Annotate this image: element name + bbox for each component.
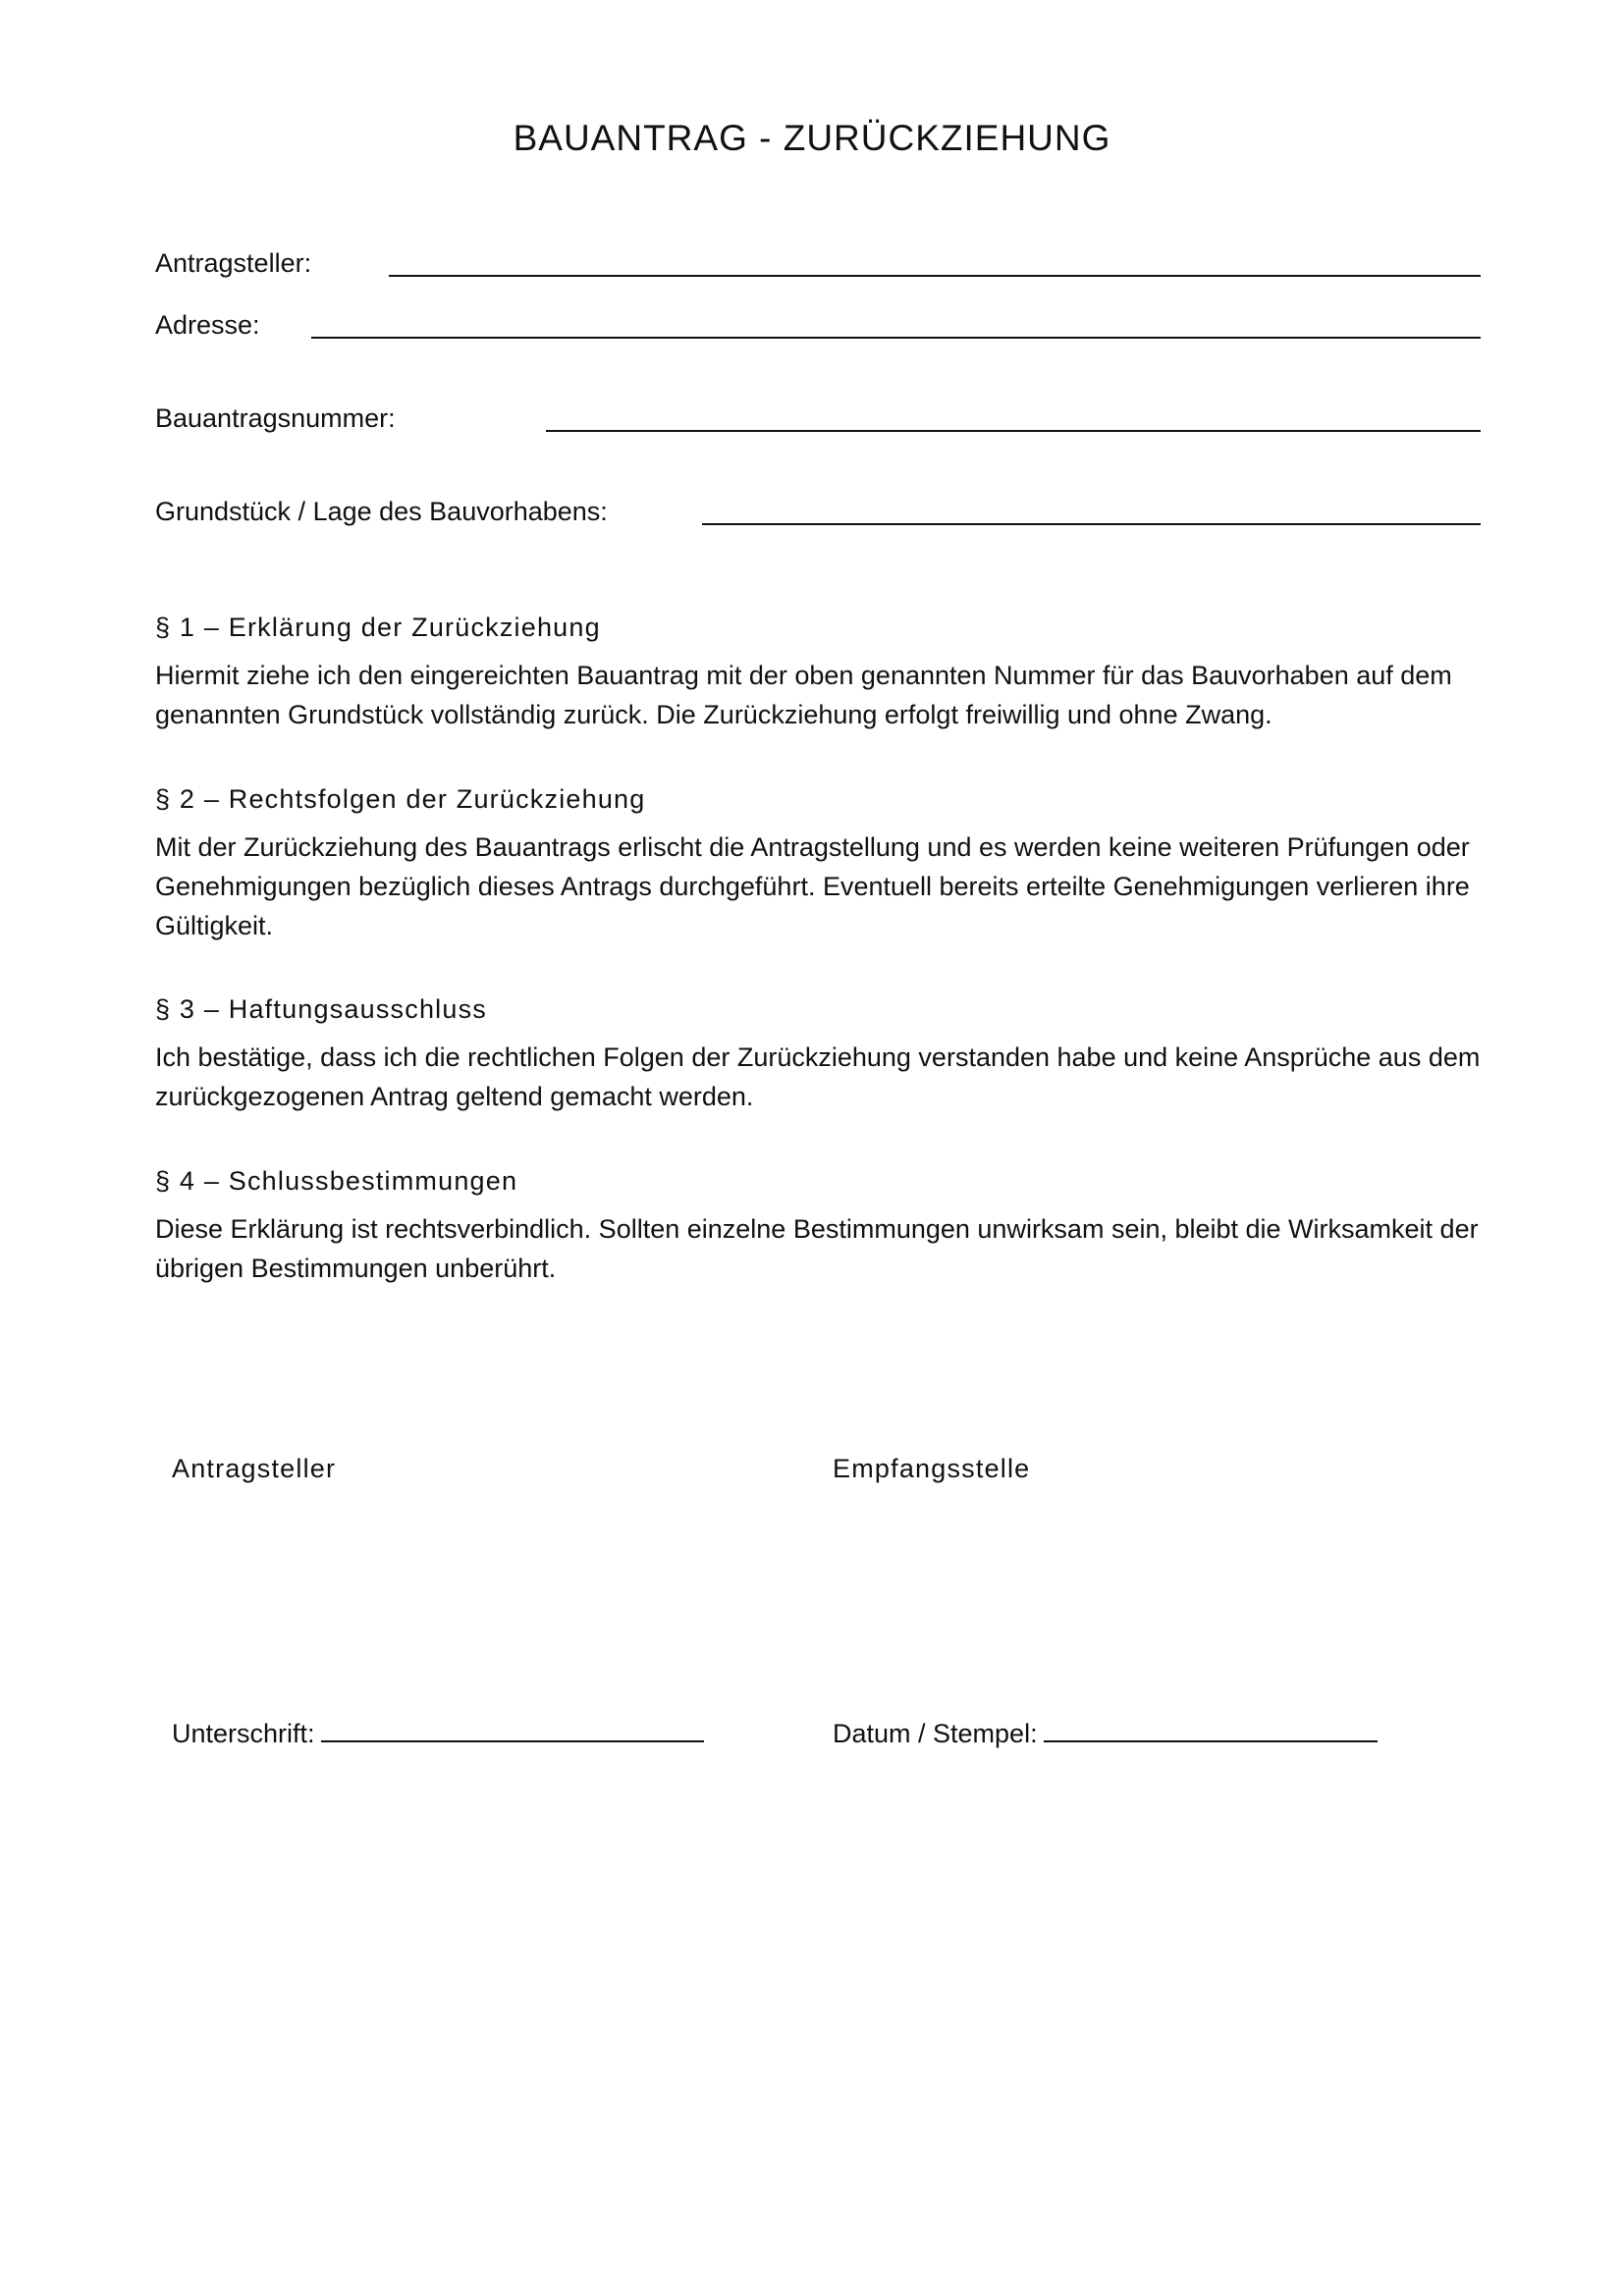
address-label: Adresse:: [155, 310, 260, 340]
section-1-body: Hiermit ziehe ich den eingereichten Bauantrag mit der oben genannten Nummer für das Bauvorhaben auf dem genannten Grundstück vollständig zurück. Die Zurückziehung erfolgt freiwillig und ohne Zwang.: [155, 661, 1452, 729]
property-label: Grundstück / Lage des Bauvorhabens:: [155, 497, 608, 526]
application-number-label: Bauantragsnummer:: [155, 403, 396, 433]
applicant-field: [155, 245, 1481, 285]
section-2-body: Mit der Zurückziehung des Bauantrags erlischt die Antragstellung und es werden keine weiteren Prüfungen oder Genehmigungen bezüglich dieses Antrags durchgeführt. Eventuell bereits erteilte Genehmigungen verlieren ihre Gültigkeit.: [155, 832, 1470, 940]
date-stamp-label: Datum / Stempel:: [833, 1719, 1038, 1748]
property-fill-line[interactable]: [702, 523, 1481, 525]
date-stamp-blank[interactable]: [1044, 1717, 1378, 1742]
applicant-label: Antragsteller:: [155, 248, 312, 278]
signature-label: Unterschrift:: [172, 1719, 315, 1748]
address-field: [155, 307, 1481, 347]
date-stamp-line: [833, 1717, 1378, 1749]
application-number-fill-line[interactable]: [546, 430, 1481, 432]
application-number-field: [155, 400, 1481, 440]
section-1-title: § 1 – Erklärung der Zurückziehung: [155, 613, 601, 642]
signature-blank[interactable]: [321, 1717, 704, 1742]
section-2-title: § 2 – Rechtsfolgen der Zurückziehung: [155, 784, 646, 814]
section-4-title: § 4 – Schlussbestimmungen: [155, 1166, 518, 1196]
property-field: [155, 494, 1481, 533]
applicant-fill-line[interactable]: [389, 275, 1481, 277]
address-fill-line[interactable]: [311, 337, 1481, 339]
document-title: BAUANTRAG - ZURÜCKZIEHUNG: [513, 118, 1111, 158]
section-3-title: § 3 – Haftungsausschluss: [155, 994, 487, 1024]
signature-line-applicant: [172, 1717, 704, 1749]
section-4-body: Diese Erklärung ist rechtsverbindlich. Sollten einzelne Bestimmungen unwirksam sein, bleibt die Wirksamkeit der übrigen Bestimmungen unberührt.: [155, 1214, 1479, 1283]
signature-heading-applicant: Antragsteller: [172, 1454, 337, 1483]
signature-heading-receiving-office: Empfangsstelle: [833, 1454, 1031, 1483]
section-3-body: Ich bestätige, dass ich die rechtlichen Folgen der Zurückziehung verstanden habe und keine Ansprüche aus dem zurückgezogenen Antrag geltend gemacht werden.: [155, 1042, 1481, 1111]
